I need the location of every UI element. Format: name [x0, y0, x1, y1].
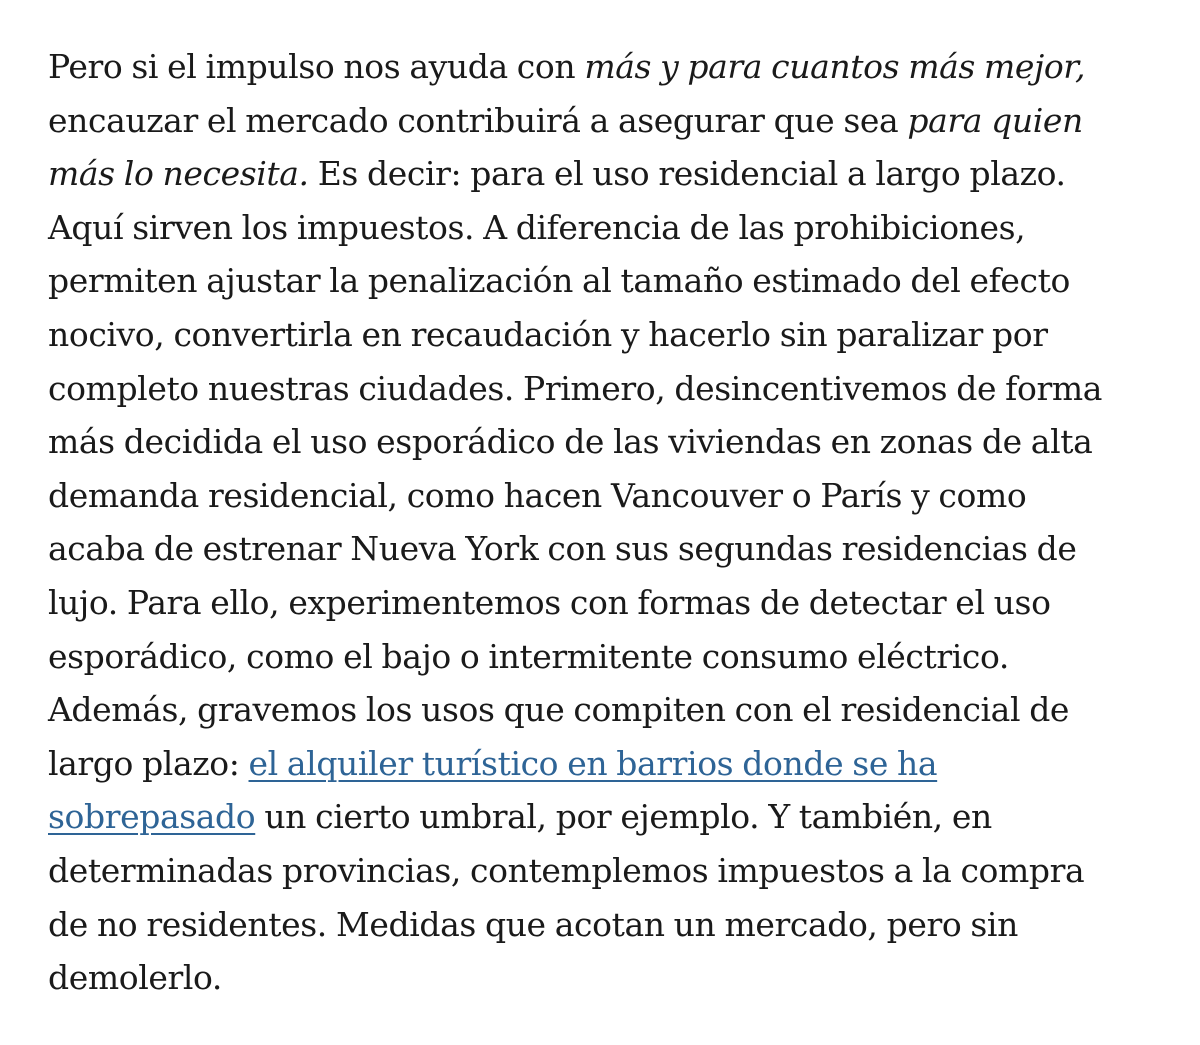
text-line — [48, 369, 1102, 408]
text-line — [48, 154, 1066, 193]
body-text: esporádico, como el bajo o intermitente consumo eléctrico. — [48, 636, 1009, 676]
text-line — [48, 47, 1085, 86]
article-body — [48, 40, 1168, 1005]
text-line — [48, 476, 1026, 515]
body-text: Es decir: para el uso residencial a largo plazo. — [308, 154, 1066, 194]
body-text: un cierto umbral, por ejemplo. Y también, en — [255, 797, 992, 837]
text-line — [48, 690, 1069, 729]
body-text: de no residentes. Medidas que acotan un mercado, pero sin — [48, 904, 1018, 944]
article-paragraph — [48, 40, 1168, 1005]
text-line — [48, 422, 1092, 461]
body-text: completo nuestras ciudades. Primero, desincentivemos de forma — [48, 368, 1103, 408]
text-line — [48, 637, 1009, 676]
text-line — [48, 101, 1083, 140]
text-line — [48, 851, 1084, 890]
text-line — [48, 208, 1025, 247]
text-line — [48, 315, 1048, 354]
text-line — [48, 261, 1070, 300]
body-text: demanda residencial, como hacen Vancouver o París y como — [48, 475, 1027, 515]
body-text: más decidida el uso esporádico de las viviendas en zonas de alta — [48, 422, 1093, 462]
text-line — [48, 958, 222, 997]
body-text: Aquí sirven los impuestos. A diferencia de las prohibiciones, — [48, 207, 1026, 247]
body-text: permiten ajustar la penalización al tamaño estimado del efecto — [48, 261, 1070, 301]
body-text: Además, gravemos los usos que compiten con el residencial de — [48, 690, 1070, 730]
body-text: demolerlo. — [48, 958, 223, 998]
body-text: largo plazo: — [48, 743, 249, 783]
text-line — [48, 905, 1018, 944]
text-line — [48, 744, 937, 783]
body-text: acaba de estrenar Nueva York con sus segundas residencias de — [48, 529, 1077, 569]
inline-link[interactable]: sobrepasado — [48, 797, 256, 837]
body-text: encauzar el mercado contribuirá a asegurar que sea — [48, 100, 908, 140]
emphasis-text: más y para cuantos más mejor, — [584, 47, 1086, 86]
text-line — [48, 797, 992, 836]
body-text: lujo. Para ello, experimentemos con formas de detectar el uso — [48, 582, 1051, 622]
text-line — [48, 529, 1077, 568]
body-text: determinadas provincias, contemplemos impuestos a la compra — [48, 850, 1085, 890]
emphasis-text: más lo necesita. — [48, 154, 309, 194]
emphasis-text: para quien — [907, 100, 1083, 140]
text-line — [48, 583, 1051, 622]
body-text: Pero si el impulso nos ayuda con — [48, 47, 585, 86]
inline-link[interactable]: el alquiler turístico en barrios donde se ha — [248, 743, 938, 783]
body-text: nocivo, convertirla en recaudación y hacerlo sin paralizar por — [48, 314, 1048, 354]
